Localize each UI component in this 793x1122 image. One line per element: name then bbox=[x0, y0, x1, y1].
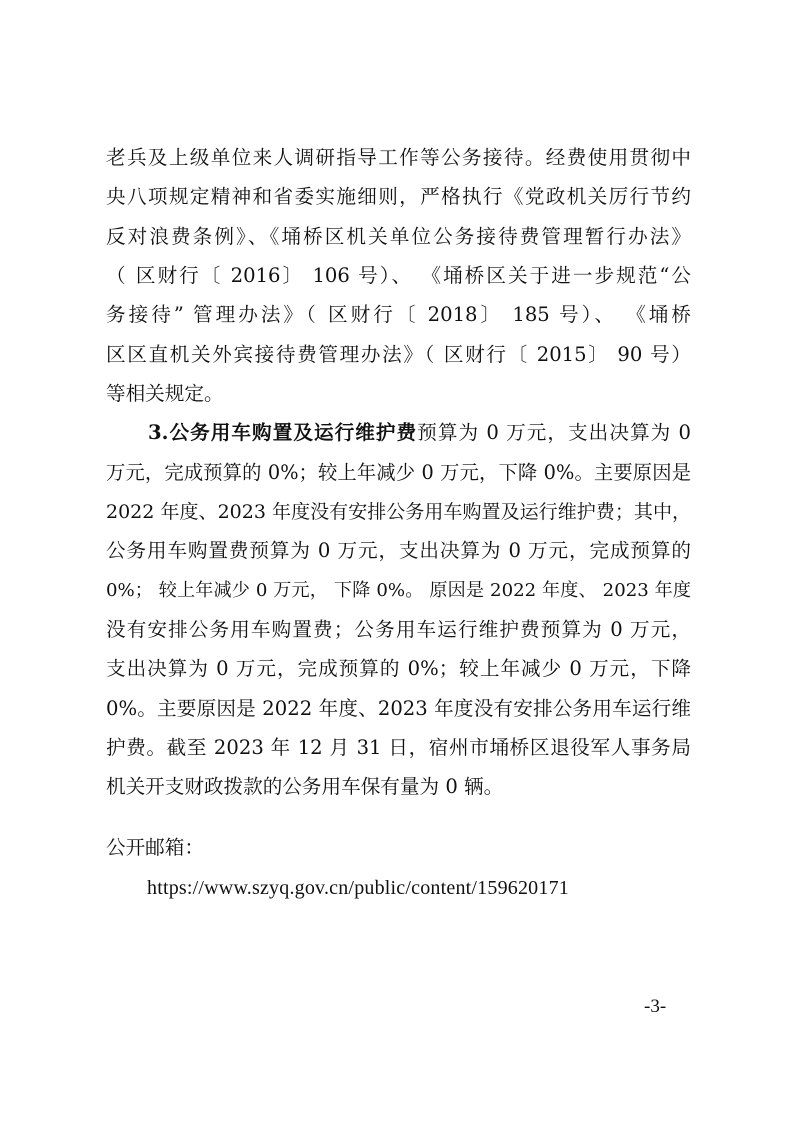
paragraph-1-line-1: 老兵及上级单位来人调研指导工作等公务接待。经费使用贯彻中 bbox=[106, 146, 691, 169]
paragraph-2-line-6: 没有安排公务用车购置费；公务用车运行维护费预算为 0 万元， bbox=[106, 618, 691, 641]
paragraph-2-line-4: 公务用车购置费预算为 0 万元，支出决算为 0 万元，完成预算的 bbox=[106, 539, 691, 562]
contact-label: 公开邮箱： bbox=[106, 836, 204, 859]
paragraph-1-line-5: 务接待” 管理办法》（ 区财行〔 2018〕 185 号）、 《埇桥 bbox=[106, 303, 691, 326]
paragraph-1-line-4: （ 区财行〔 2016〕 106 号）、 《埇桥区关于进一步规范“公 bbox=[106, 264, 691, 287]
paragraph-2-line-10: 机关开支财政拨款的公务用车保有量为 0 辆。 bbox=[106, 775, 504, 798]
paragraph-2-line-5: 0%； 较上年减少 0 万元， 下降 0%。 原因是 2022 年度、 2023 年度 bbox=[106, 580, 691, 601]
contact-url-link[interactable]: https://www.szyq.gov.cn/public/content/159620171 bbox=[147, 877, 569, 899]
page-number: -3- bbox=[644, 996, 667, 1017]
paragraph-1-line-3: 反对浪费条例》、《埇桥区机关单位公务接待费管理暂行办法》 bbox=[106, 225, 691, 248]
paragraph-2-line-2: 万元，完成预算的 0%；较上年减少 0 万元，下降 0%。主要原因是 bbox=[106, 461, 691, 484]
paragraph-1-line-2: 央八项规定精神和省委实施细则，严格执行《党政机关厉行节约 bbox=[106, 185, 691, 208]
paragraph-1-line-6: 区区直机关外宾接待费管理办法》（ 区财行〔 2015〕 90 号） bbox=[106, 343, 691, 366]
paragraph-2-line-9: 护费。截至 2023 年 12 月 31 日，宿州市埇桥区退役军人事务局 bbox=[106, 736, 691, 759]
paragraph-2-line-7: 支出决算为 0 万元，完成预算的 0%；较上年减少 0 万元，下降 bbox=[106, 657, 691, 680]
paragraph-2-line-3: 2022 年度、2023 年度没有安排公务用车购置及运行维护费；其中， bbox=[106, 501, 691, 523]
paragraph-2-line-8: 0%。主要原因是 2022 年度、2023 年度没有安排公务用车运行维 bbox=[106, 697, 691, 720]
paragraph-2-line-1 bbox=[148, 421, 691, 445]
paragraph-2-line-1-text: 预算为 0 万元，支出决算为 0 bbox=[417, 421, 691, 444]
paragraph-1-line-7: 等相关规定。 bbox=[106, 382, 224, 405]
section-heading: 3.公务用车购置及运行维护费 bbox=[148, 421, 418, 444]
